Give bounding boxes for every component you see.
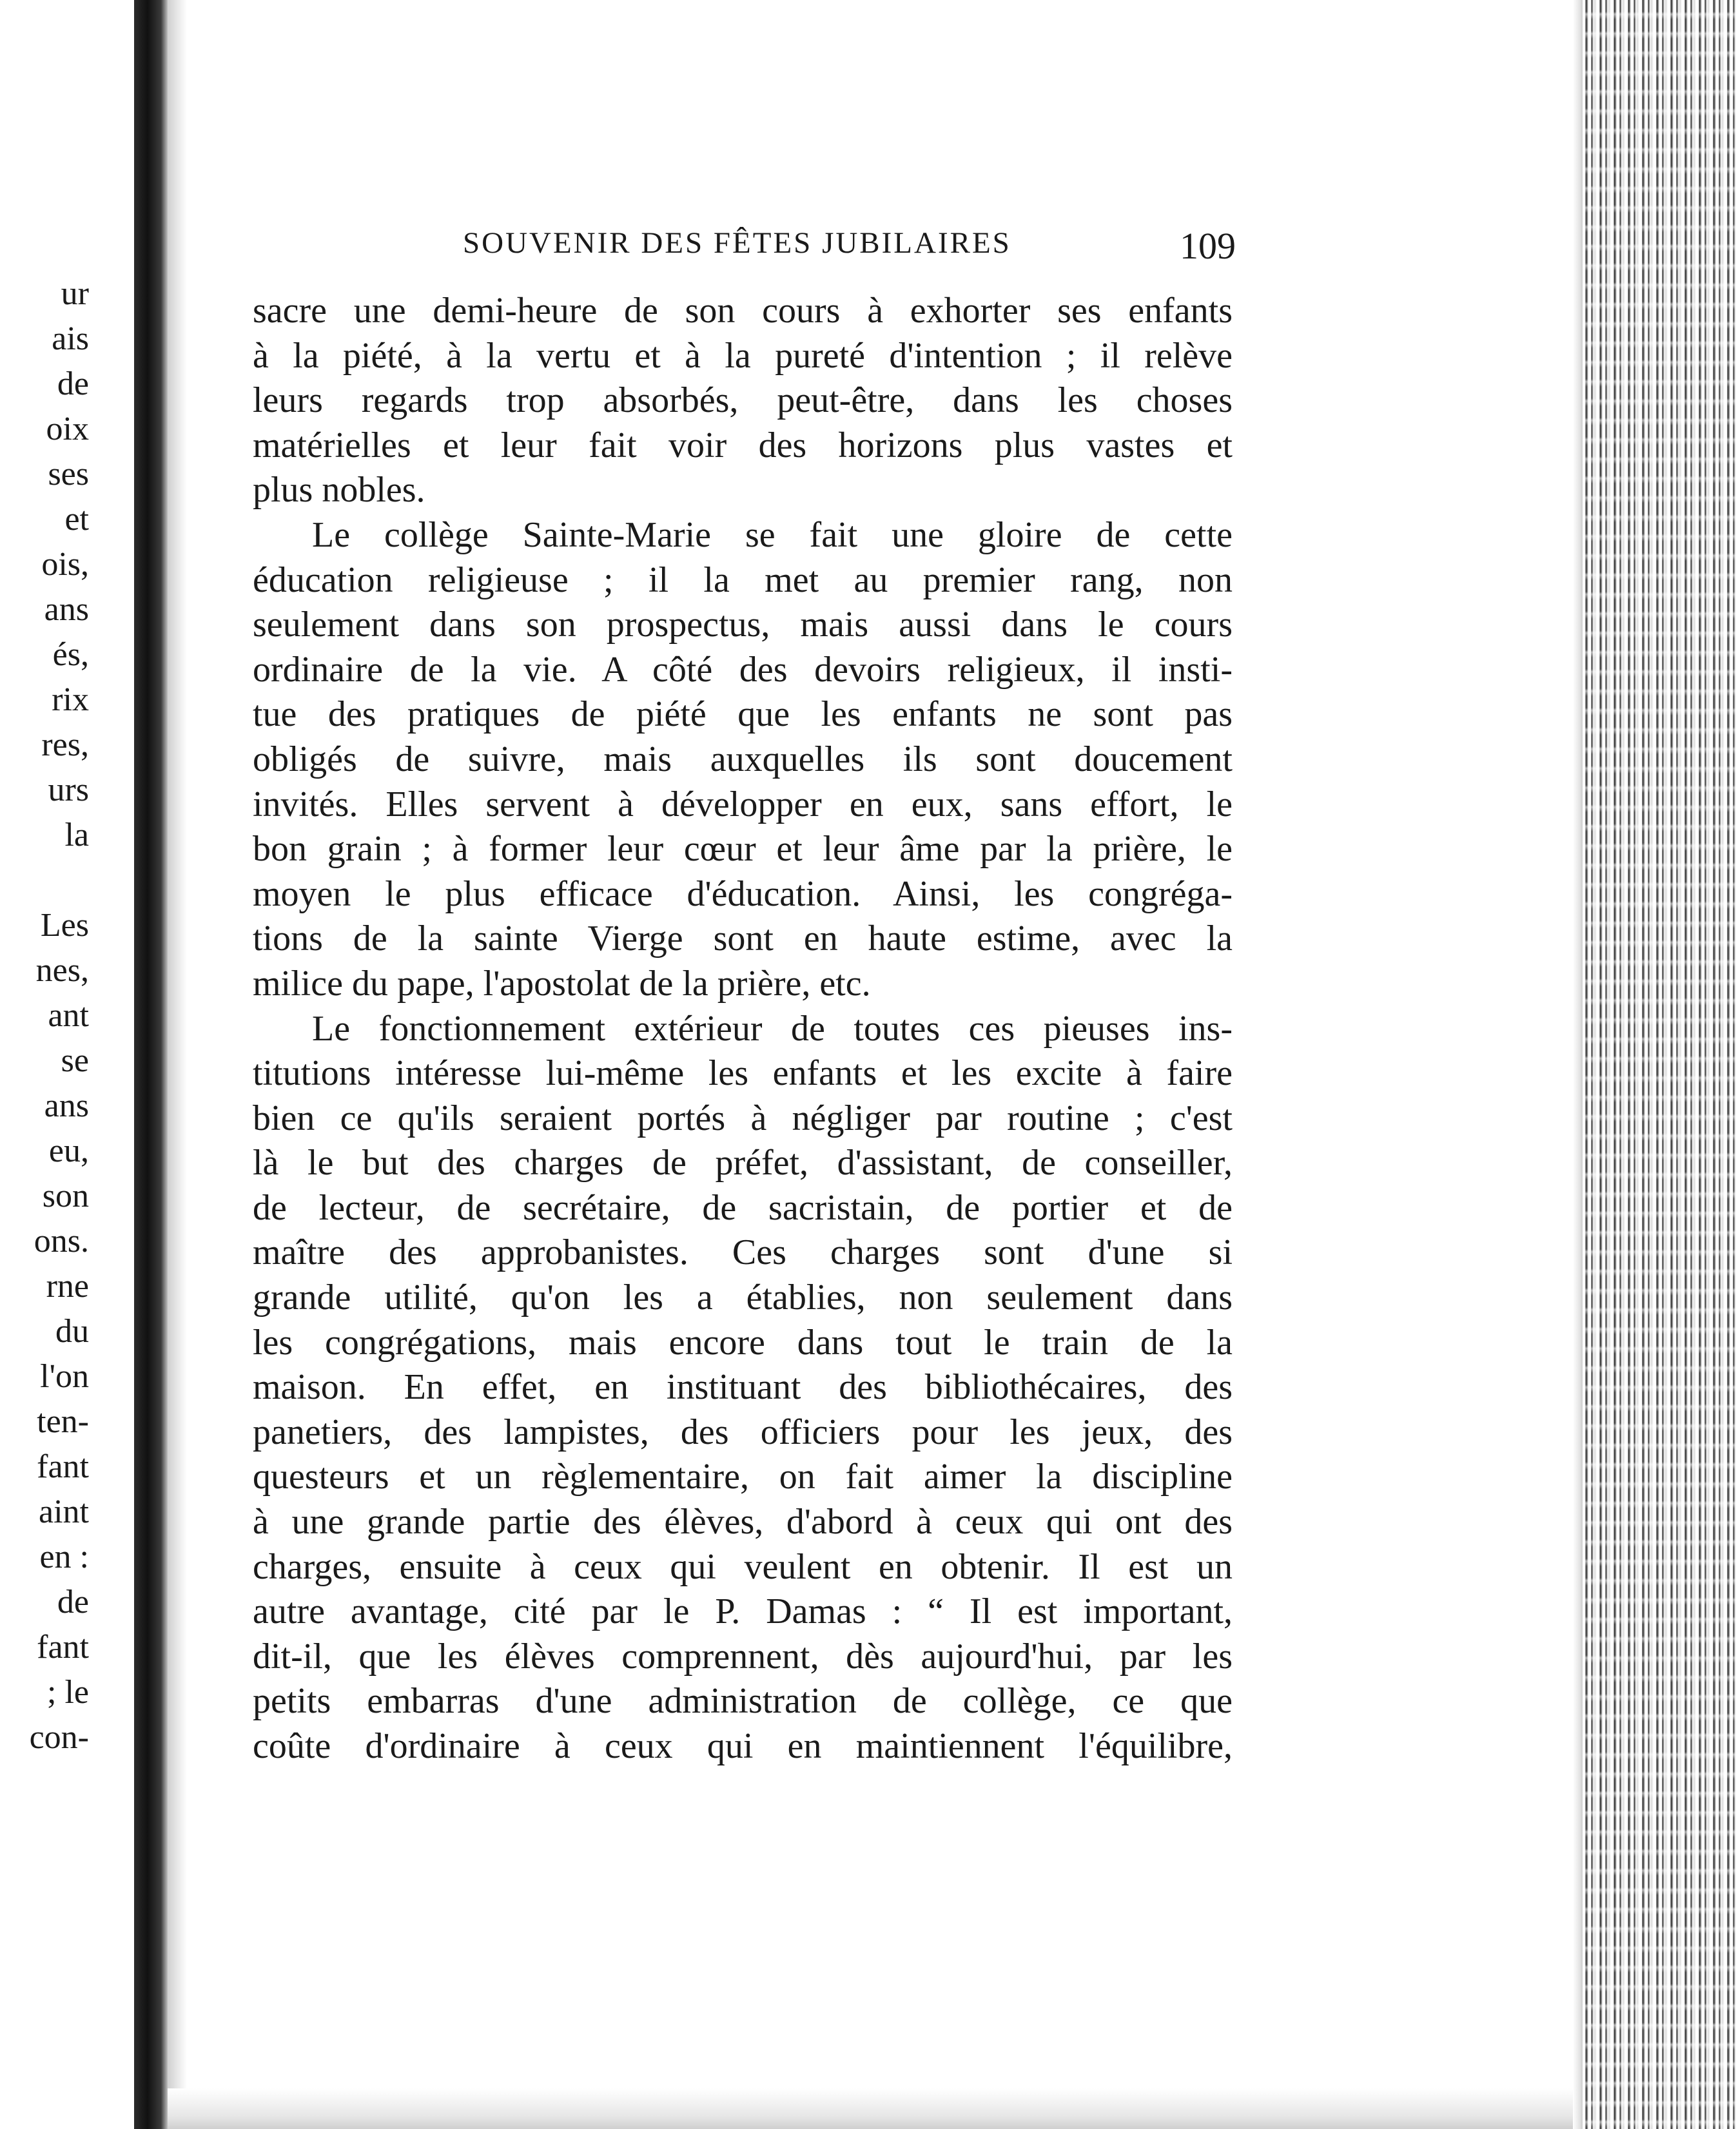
body-text	[253, 289, 1233, 1769]
book-gutter	[134, 0, 168, 2129]
prev-fragment: l'on	[40, 1358, 89, 1395]
gutter-shadow	[168, 0, 187, 2129]
prev-fragment: de	[57, 365, 89, 402]
prev-fragment: de	[57, 1584, 89, 1620]
text-line: de lecteur, de secrétaire, de sacristain, de portier et de	[253, 1187, 1233, 1228]
prev-fragment: ur	[61, 275, 89, 312]
text-line: questeurs et un règlementaire, on fait aimer la discipline	[253, 1457, 1233, 1497]
prev-fragment: ois,	[41, 546, 89, 583]
prev-fragment: res,	[41, 726, 89, 763]
prev-fragment: et	[64, 501, 89, 538]
prev-fragment: en :	[39, 1539, 89, 1575]
prev-fragment: ses	[48, 456, 89, 492]
running-head: SOUVENIR DES FÊTES JUBILAIRES	[463, 226, 1011, 260]
prev-fragment: con-	[29, 1719, 89, 1756]
prev-fragment: aint	[39, 1493, 89, 1530]
prev-fragment: la	[64, 817, 89, 853]
text-line: coûte d'ordinaire à ceux qui en maintiennent l'équilibre,	[253, 1726, 1233, 1766]
page-number: 109	[1180, 225, 1236, 267]
prev-fragment: ten-	[37, 1403, 89, 1440]
text-line: maison. En effet, en instituant des bibliothécaires, des	[253, 1367, 1233, 1408]
prev-fragment: ans	[44, 1087, 89, 1124]
prev-fragment: son	[42, 1178, 89, 1214]
prev-fragment: ans	[44, 591, 89, 628]
text-line: Le fonctionnement extérieur de toutes ces pieuses ins-	[312, 1008, 1233, 1049]
prev-fragment: nes,	[35, 952, 89, 989]
text-line: tue des pratiques de piété que les enfants ne sont pas	[253, 694, 1233, 735]
prev-fragment: fant	[37, 1448, 89, 1485]
prev-fragment: se	[61, 1042, 89, 1079]
text-line: autre avantage, cité par le P. Damas : “ Il est important,	[253, 1591, 1233, 1632]
prev-fragment: oix	[46, 411, 89, 447]
text-line: matérielles et leur fait voir des horizons plus vastes et	[253, 425, 1233, 465]
text-line: à une grande partie des élèves, d'abord à ceux qui ont des	[253, 1502, 1233, 1542]
previous-page-margin	[0, 0, 135, 2129]
text-line: panetiers, des lampistes, des officiers pour les jeux, des	[253, 1412, 1233, 1452]
text-line: Le collège Sainte-Marie se fait une gloire de cette	[312, 514, 1233, 555]
text-line: leurs regards trop absorbés, peut-être, dans les choses	[253, 380, 1233, 421]
page-bottom-shadow	[168, 2088, 1586, 2129]
book-page-edges	[1583, 0, 1736, 2129]
text-line: invités. Elles servent à développer en eux, sans effort, le	[253, 784, 1233, 824]
prev-fragment: ; le	[47, 1674, 89, 1711]
text-line: les congrégations, mais encore dans tout le train de la	[253, 1322, 1233, 1363]
text-line: tions de la sainte Vierge sont en haute estime, avec la	[253, 919, 1233, 959]
text-line: là le but des charges de préfet, d'assistant, de conseiller,	[253, 1143, 1233, 1183]
text-line: sacre une demi-heure de son cours à exhorter ses enfants	[253, 291, 1233, 331]
text-line: titutions intéresse lui-même les enfants et les excite à faire	[253, 1053, 1233, 1094]
text-line: dit-il, que les élèves comprennent, dès aujourd'hui, par les	[253, 1636, 1233, 1677]
prev-fragment: du	[55, 1313, 89, 1350]
text-line: seulement dans son prospectus, mais aussi dans le cours	[253, 605, 1233, 645]
prev-fragment: Les	[40, 907, 89, 944]
text-line: grande utilité, qu'on les a établies, non seulement dans	[253, 1278, 1233, 1318]
prev-fragment: ant	[48, 997, 89, 1034]
text-line: à la piété, à la vertu et à la pureté d'intention ; il relève	[253, 335, 1233, 376]
prev-fragment: és,	[52, 636, 89, 673]
text-line: milice du pape, l'apostolat de la prière, etc.	[253, 963, 871, 1004]
text-line: obligés de suivre, mais auxquelles ils sont doucement	[253, 739, 1233, 779]
text-line: ordinaire de la vie. A côté des devoirs religieux, il insti-	[253, 649, 1233, 690]
text-line: plus nobles.	[253, 470, 425, 510]
text-line: charges, ensuite à ceux qui veulent en obtenir. Il est un	[253, 1546, 1233, 1587]
prev-fragment: rix	[52, 681, 89, 718]
prev-fragment: ais	[52, 320, 89, 357]
prev-fragment: ons.	[34, 1223, 89, 1259]
prev-fragment: urs	[48, 772, 89, 808]
prev-fragment: eu,	[48, 1133, 89, 1169]
text-line: bien ce qu'ils seraient portés à négliger par routine ; c'est	[253, 1098, 1233, 1138]
prev-fragment: rne	[46, 1268, 89, 1305]
text-line: éducation religieuse ; il la met au premier rang, non	[253, 559, 1233, 600]
text-line: moyen le plus efficace d'éducation. Ainsi, les congréga-	[253, 873, 1233, 914]
text-line: petits embarras d'une administration de collège, ce que	[253, 1681, 1233, 1722]
text-line: maître des approbanistes. Ces charges sont d'une si	[253, 1232, 1233, 1273]
prev-fragment: fant	[37, 1629, 89, 1666]
text-line: bon grain ; à former leur cœur et leur âme par la prière, le	[253, 829, 1233, 870]
